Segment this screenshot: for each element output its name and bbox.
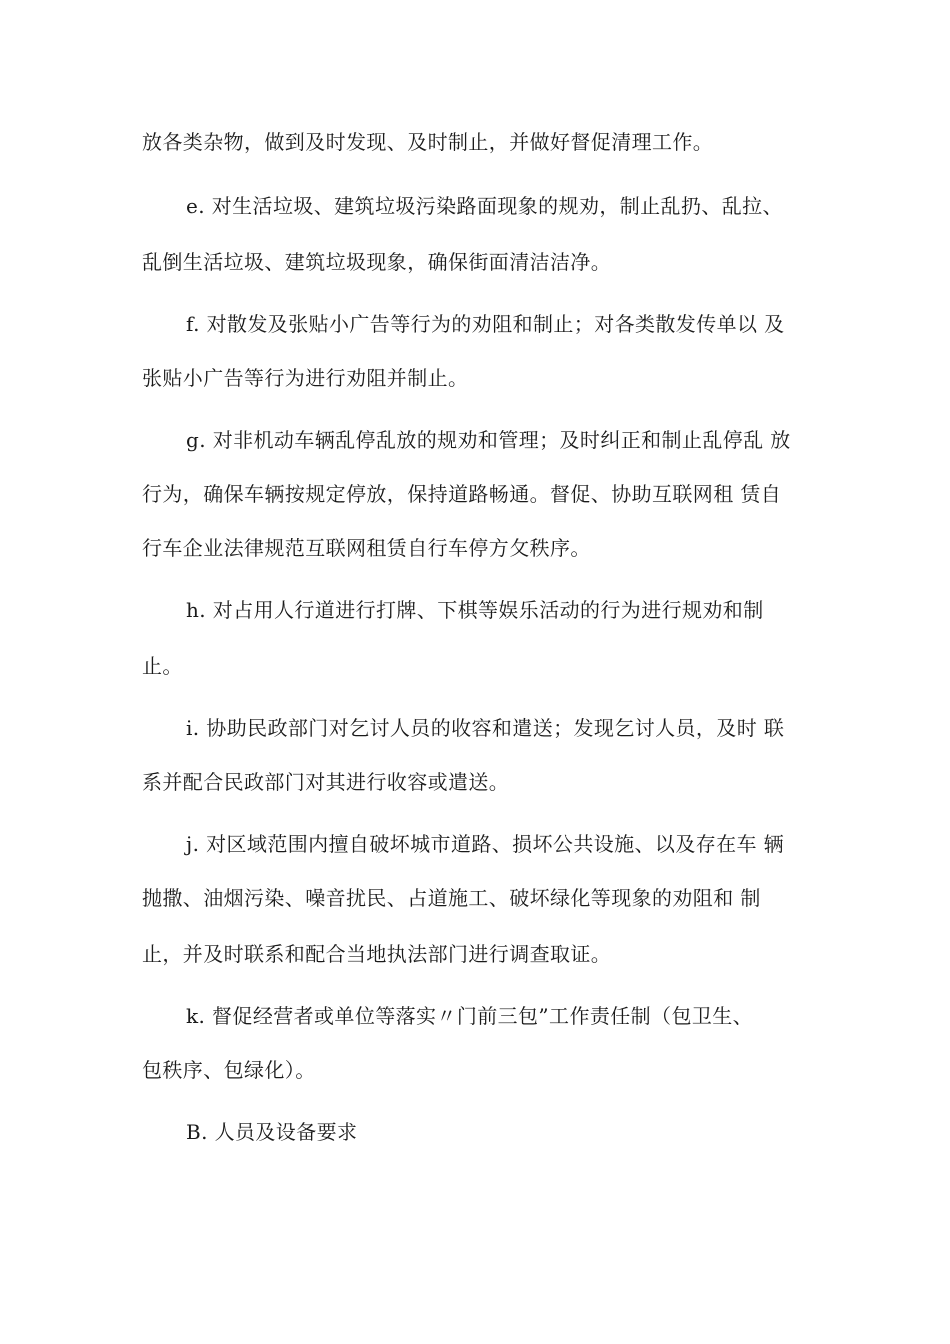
paragraph-item-k-line-1: k. 督促经营者或单位等落实〃门前三包”工作责任制（包卫生、 bbox=[186, 1004, 754, 1028]
paragraph-continuation-line-1: 放各类杂物，做到及时发现、及时制止，并做好督促清理工作。 bbox=[142, 130, 714, 154]
paragraph-item-g-line-3: 行车企业法律规范互联网租赁自行车停方攵秩序。 bbox=[142, 536, 591, 560]
paragraph-item-j-line-1: j. 对区域范围内擅自破坏城市道路、损坏公共设施、以及存在车 辆 bbox=[186, 832, 785, 856]
paragraph-item-f-line-1: f. 对散发及张贴小广告等行为的劝阻和制止；对各类散发传单以 及 bbox=[186, 312, 785, 336]
paragraph-item-j-line-3: 止，并及时联系和配合当地执法部门进行调查取证。 bbox=[142, 942, 612, 966]
section-heading-b: B. 人员及设备要求 bbox=[186, 1120, 358, 1144]
paragraph-item-f-line-2: 张贴小广告等行为进行劝阻并制止。 bbox=[142, 366, 469, 390]
paragraph-item-i-line-2: 系并配合民政部门对其进行收容或遣送。 bbox=[142, 770, 510, 794]
paragraph-item-e-line-1: e. 对生活垃圾、建筑垃圾污染路面现象的规劝，制止乱扔、乱拉、 bbox=[186, 194, 783, 218]
paragraph-item-k-line-2: 包秩序、包绿化）。 bbox=[142, 1058, 316, 1082]
paragraph-item-i-line-1: i. 协助民政部门对乞讨人员的收容和遣送；发现乞讨人员，及时 联 bbox=[186, 716, 785, 740]
paragraph-item-h-line-2: 止。 bbox=[142, 654, 183, 678]
paragraph-item-g-line-2: 行为，确保车辆按规定停放，保持道路畅通。督促、协助互联网租 赁自 bbox=[142, 482, 782, 506]
paragraph-item-j-line-2: 抛撒、油烟污染、噪音扰民、占道施工、破坏绿化等现象的劝阻和 制 bbox=[142, 886, 761, 910]
paragraph-item-g-line-1: g. 对非机动车辆乱停乱放的规劝和管理；及时纠正和制止乱停乱 放 bbox=[186, 428, 791, 452]
paragraph-item-h-line-1: h. 对占用人行道进行打牌、下棋等娱乐活动的行为进行规劝和制 bbox=[186, 598, 764, 622]
paragraph-item-e-line-2: 乱倒生活垃圾、建筑垃圾现象，确保街面清洁洁净。 bbox=[142, 250, 612, 274]
